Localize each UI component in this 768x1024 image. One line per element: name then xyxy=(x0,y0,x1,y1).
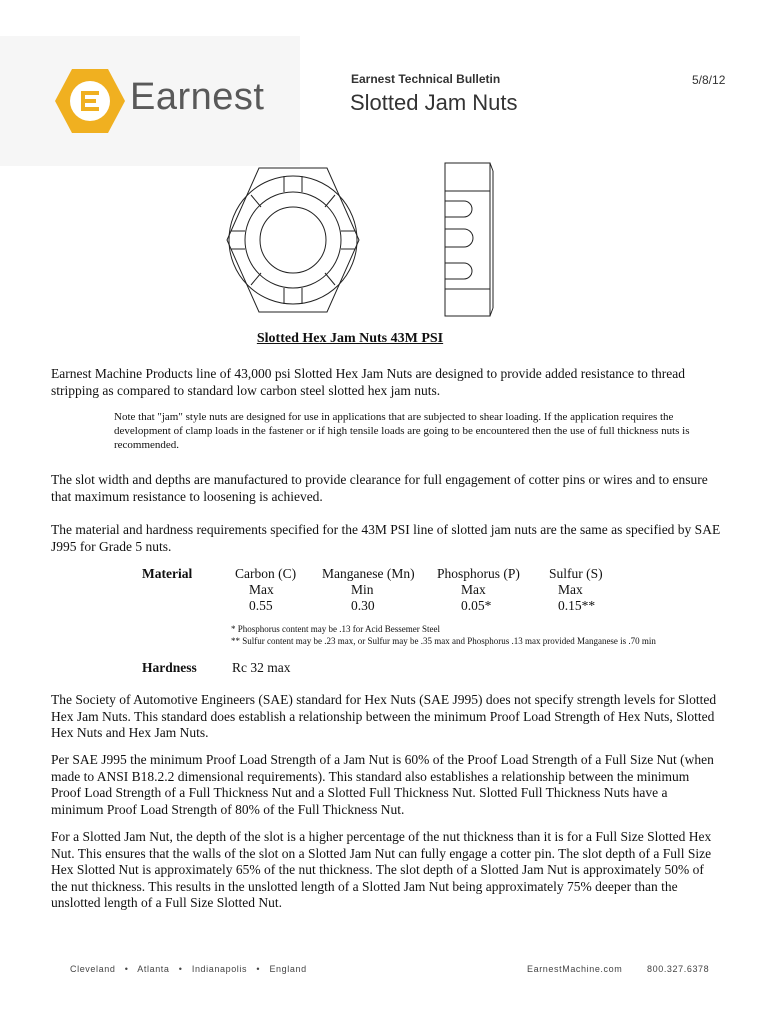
sulfur-limit: Max xyxy=(558,582,583,597)
carbon-header: Carbon (C) xyxy=(235,566,297,581)
earnest-hex-logo-icon xyxy=(54,67,126,135)
sulfur-header: Sulfur (S) xyxy=(549,566,603,581)
slot-depth-paragraph: For a Slotted Jam Nut, the depth of the slot is a higher percentage of the nut thickness than it is for a Full Size Slotted Hex Nut. This ensures that the walls of the slot on a Slotted Jam Nut can fully engage a cotter pin. The slot depth of a Full Size Hex Slotted Nut is approximately 65% of the nut thickness. The slot depth of a Slotted Jam Nut is approximately 50% of the nut thickness. This results in the unslotted length of a Slotted Jam Nut being approximately 75% deeper than the unslotted length of a Full Size Slotted Nut. xyxy=(51,829,712,910)
bulletin-label: Earnest Technical Bulletin xyxy=(351,72,501,86)
footer-website-link[interactable]: EarnestMachine.com xyxy=(527,964,623,974)
phosphorus-footnote: * Phosphorus content may be .13 for Acid Bessemer Steel xyxy=(231,624,440,634)
phosphorus-limit: Max xyxy=(461,582,486,597)
proof-load-paragraph: Per SAE J995 the minimum Proof Load Strength of a Jam Nut is 60% of the Proof Load Strength of a Full Size Nut (when made to ANSI B18.2.2 dimensional requirements). This standard also establishes a relationship between the minimum Proof Load Strength of a Full Thickness Nut and a Slotted Full Thickness Nut. Slotted Full Thickness Nuts have a minimum Proof Load Strength of 80% of the Full Thickness Nut. xyxy=(51,752,714,817)
document-title: Slotted Jam Nuts xyxy=(350,90,518,115)
material-label: Material xyxy=(142,566,193,581)
manganese-header: Manganese (Mn) xyxy=(322,566,415,581)
sulfur-footnote: ** Sulfur content may be .23 max, or Sulfur may be .35 max and Phosphorus .13 max provided Manganese is .70 min xyxy=(231,636,656,646)
jam-nut-note: Note that "jam" style nuts are designed for use in applications that are subjected to shear loading. If the application requires the development of clamp loads in the fastener or if high tensile loads are going to be encountered then the use of full thickness nuts is recommended. xyxy=(114,411,690,451)
hardness-value: Rc 32 max xyxy=(232,660,291,675)
logo-wordmark: Earnest xyxy=(130,76,265,118)
sae-paragraph: The Society of Automotive Engineers (SAE) standard for Hex Nuts (SAE J995) does not specify strength levels for Slotted Hex Jam Nuts. This standard does establish a relationship between the minimum Proof Load Strength of Hex Nuts, Slotted Hex Nuts and Hex Jam Nuts. xyxy=(51,692,717,740)
manganese-value: 0.30 xyxy=(351,598,375,613)
sulfur-value: 0.15** xyxy=(558,598,596,613)
bulletin-date: 5/8/12 xyxy=(692,73,726,87)
material-requirement-paragraph: The material and hardness requirements specified for the 43M PSI line of slotted jam nuts are the same as specified by SAE J995 for Grade 5 nuts. xyxy=(51,522,721,554)
section-title: Slotted Hex Jam Nuts 43M PSI xyxy=(256,331,444,346)
manganese-limit: Min xyxy=(351,582,374,597)
phosphorus-header: Phosphorus (P) xyxy=(437,566,520,581)
carbon-value: 0.55 xyxy=(249,598,273,613)
slotted-nut-top-view-drawing xyxy=(226,161,360,319)
phosphorus-value: 0.05* xyxy=(461,598,492,613)
carbon-limit: Max xyxy=(249,582,274,597)
slot-paragraph: The slot width and depths are manufactured to provide clearance for full engagement of cotter pins or wires and to ensure that maximum resistance to loosening is achieved. xyxy=(51,472,708,504)
intro-paragraph: Earnest Machine Products line of 43,000 psi Slotted Hex Jam Nuts are designed to provide added resistance to thread stripping as compared to standard low carbon steel slotted hex jam nuts. xyxy=(51,366,685,398)
slotted-nut-side-view-drawing xyxy=(438,161,494,319)
hardness-label: Hardness xyxy=(142,660,197,675)
footer-locations: Cleveland • Atlanta • Indianapolis • England xyxy=(70,964,307,974)
footer-phone: 800.327.6378 xyxy=(647,964,710,974)
